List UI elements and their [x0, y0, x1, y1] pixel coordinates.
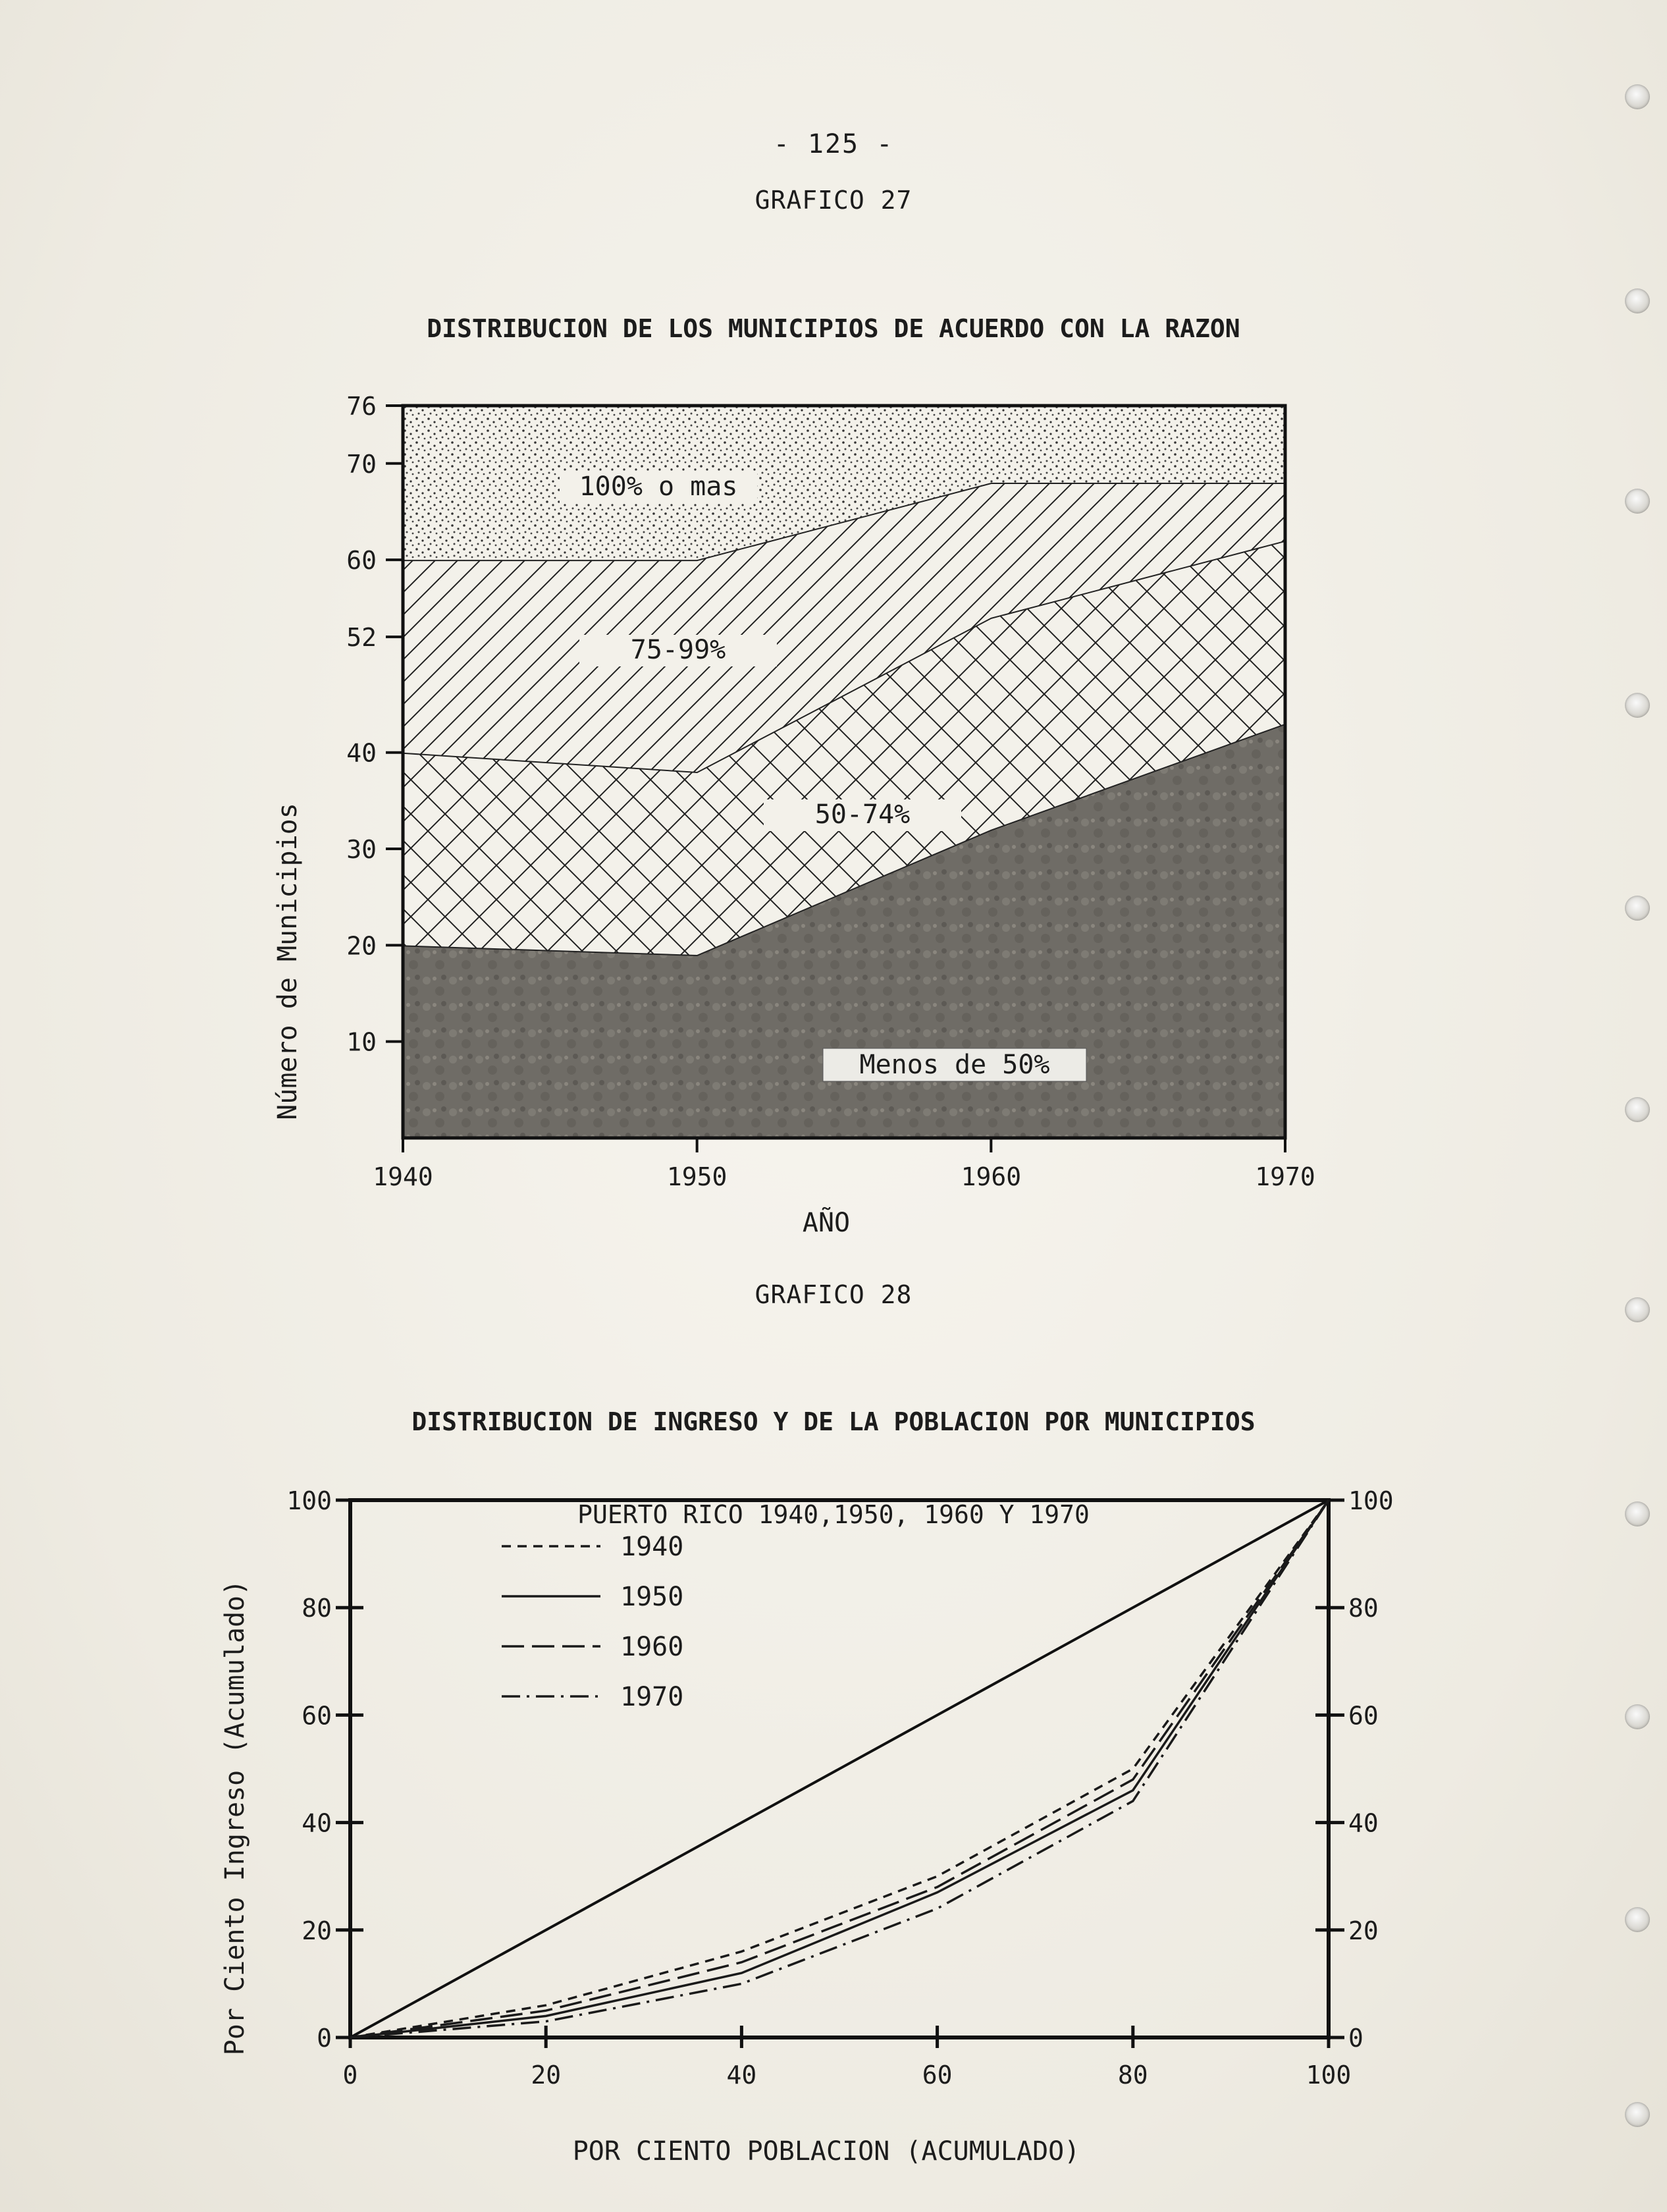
legend-label: 1940 [620, 1532, 684, 1562]
y-tick-label-left: 40 [302, 1808, 332, 1838]
punch-hole [1625, 84, 1650, 109]
chart28-label: GRAFICO 28 [754, 1280, 913, 1309]
chart28-lines [350, 1500, 1329, 2037]
chart27-svg [0, 369, 1667, 1291]
chart27-label: GRAFICO 27 [754, 186, 913, 215]
y-tick-label-right: 60 [1348, 1701, 1379, 1731]
y-tick-label-left: 0 [317, 2024, 332, 2053]
x-tick-label: 1960 [961, 1162, 1022, 1191]
chart28-svg [0, 1449, 1667, 2186]
x-tick-label: 1970 [1255, 1162, 1315, 1191]
legend-label: 1960 [620, 1632, 684, 1662]
y-tick-label-left: 80 [302, 1594, 332, 1623]
series-label: 100% o mas [579, 472, 738, 502]
legend-label: 1950 [620, 1582, 684, 1612]
x-tick-label: 100 [1306, 2061, 1352, 2090]
x-tick-label: 60 [922, 2061, 953, 2090]
y-tick-label: 60 [346, 546, 377, 576]
y-tick-label-right: 80 [1348, 1594, 1379, 1623]
x-tick-label: 40 [726, 2061, 757, 2090]
chart27-xlabel: AÑO [802, 1208, 851, 1238]
chart28-title-line: PUERTO RICO 1940,1950, 1960 Y 1970 [577, 1500, 1090, 1529]
y-tick-label-left: 60 [302, 1701, 332, 1731]
chart27-ylabel: Número de Municipios [273, 803, 303, 1120]
x-tick-label: 80 [1117, 2061, 1148, 2090]
y-tick-label-right: 0 [1348, 2024, 1363, 2053]
y-tick-label: 10 [346, 1027, 377, 1057]
chart28-xlabel: POR CIENTO POBLACION (ACUMULADO) [572, 2136, 1080, 2167]
y-tick-label-right: 20 [1348, 1916, 1379, 1945]
series-label: 50-74% [814, 799, 911, 830]
y-tick-label: 40 [346, 738, 377, 768]
x-tick-label: 1940 [373, 1162, 433, 1191]
y-tick-label: 70 [346, 449, 377, 479]
x-tick-label: 20 [531, 2061, 562, 2090]
chart28-title-line: DISTRIBUCION DE INGRESO Y DE LA POBLACION POR MUNICIPIOS [411, 1407, 1256, 1436]
chart28-axes [286, 1486, 1393, 2090]
x-tick-label: 0 [342, 2061, 358, 2090]
equality-diagonal [350, 1500, 1329, 2037]
y-tick-label: 30 [346, 835, 377, 865]
legend-label: 1970 [620, 1682, 684, 1712]
page-number: - 125 - [773, 129, 894, 159]
y-tick-label-right: 40 [1348, 1808, 1379, 1838]
y-tick-label: 52 [346, 623, 377, 653]
x-tick-label: 1950 [666, 1162, 728, 1191]
y-tick-label-right: 100 [1348, 1486, 1394, 1515]
chart27-area-layers [403, 406, 1285, 1138]
series-label: Menos de 50% [859, 1050, 1050, 1080]
y-tick-label-left: 20 [302, 1916, 332, 1945]
y-tick-label-left: 100 [286, 1486, 332, 1515]
chart28-ylabel: Por Ciento Ingreso (Acumulado) [220, 1579, 250, 2056]
chart28-legend [502, 1532, 683, 1712]
y-tick-label: 76 [346, 392, 377, 421]
chart27-title-line: DISTRIBUCION DE LOS MUNICIPIOS DE ACUERDO CON LA RAZON [427, 314, 1240, 343]
y-tick-label: 20 [346, 931, 377, 961]
series-label: 75-99% [630, 635, 726, 665]
